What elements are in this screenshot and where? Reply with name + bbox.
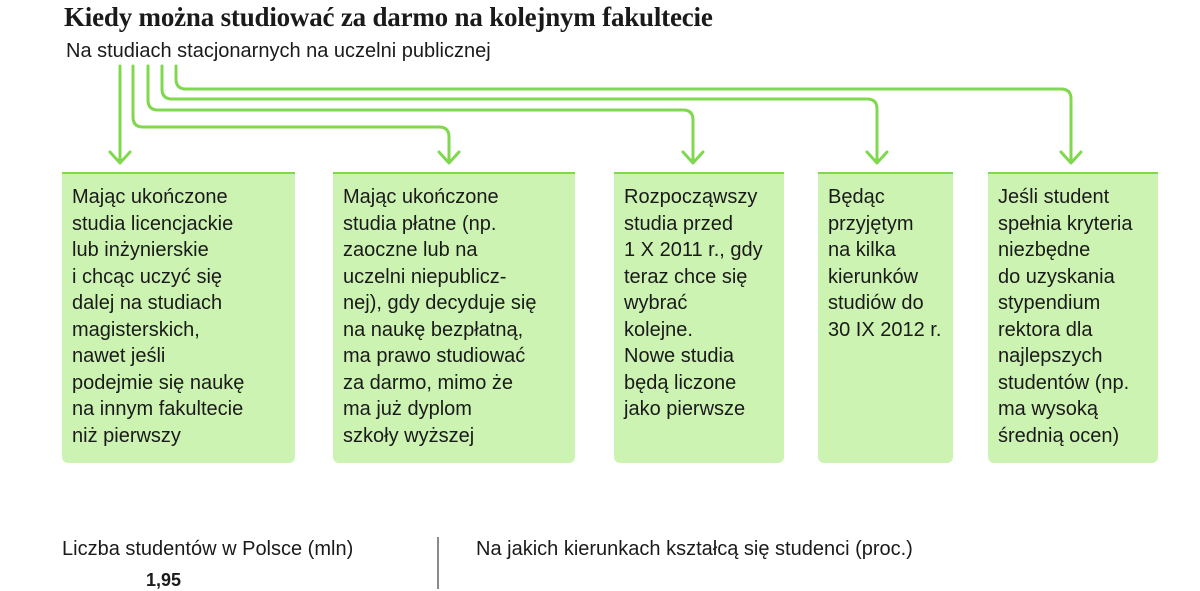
page-subtitle: Na studiach stacjonarnych na uczelni publicznej xyxy=(66,40,491,62)
students-count-label: Liczba studentów w Polsce (mln) xyxy=(62,538,354,560)
section-divider xyxy=(437,537,439,589)
students-count-value: 1,95 xyxy=(146,570,182,590)
arrow-to-box-5 xyxy=(176,66,1081,163)
condition-box-1: Mając ukończone studia licencjackie lub inżynierskie i chcąc uczyć się dalej na studiach magisterskich, nawet jeśli podejmie się naukę na innym fakultecie niż pierwszy xyxy=(62,172,295,463)
condition-box-5: Jeśli student spełnia kryteria niezbędne do uzyskania stypendium rektora dla najlepszych studentów (np. ma wysoką średnią ocen) xyxy=(988,172,1158,463)
page-title: Kiedy można studiować za darmo na kolejnym fakultecie xyxy=(64,2,713,32)
fields-of-study-label: Na jakich kierunkach kształcą się studenci (proc.) xyxy=(476,538,913,560)
arrow-to-box-2 xyxy=(133,66,459,163)
condition-box-2: Mając ukończone studia płatne (np. zaoczne lub na uczelni niepublicz- nej), gdy decyduje się na naukę bezpłatną, ma prawo studiować za darmo, mimo że ma już dyplom szkoły wyższej xyxy=(333,172,575,463)
arrow-to-box-4 xyxy=(162,66,887,163)
condition-box-4: Będąc przyjętym na kilka kierunków studiów do 30 IX 2012 r. xyxy=(818,172,953,463)
arrow-to-box-1 xyxy=(110,66,130,163)
condition-box-3: Rozpocząwszy studia przed 1 X 2011 r., gdy teraz chce się wybrać kolejne. Nowe studia będą liczone jako pierwsze xyxy=(614,172,784,463)
arrow-to-box-3 xyxy=(148,66,703,163)
